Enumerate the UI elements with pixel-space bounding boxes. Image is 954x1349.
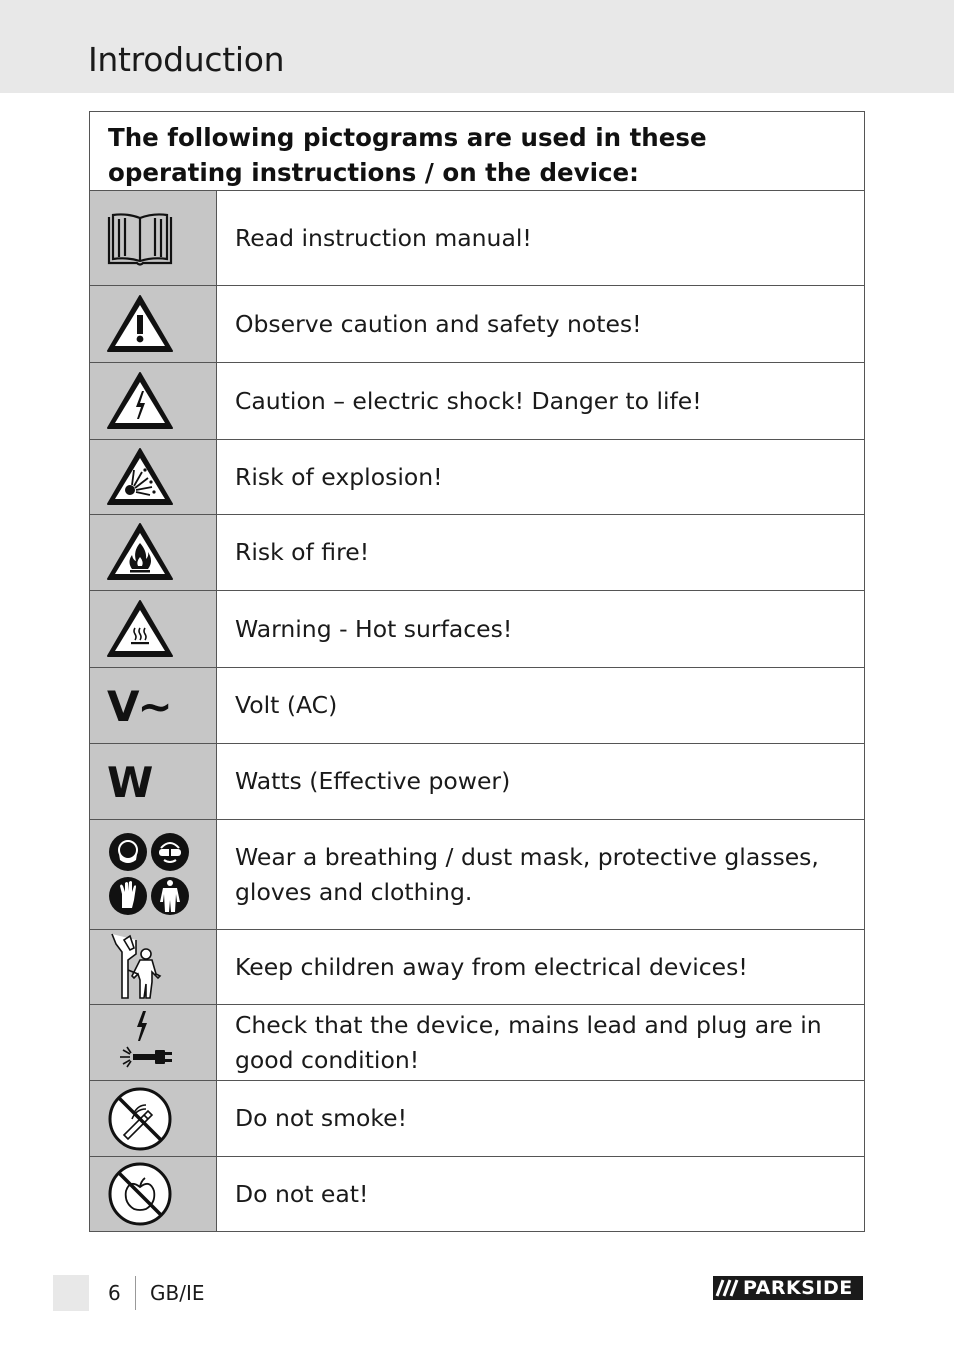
row-text: Caution – electric shock! Danger to life!	[235, 386, 702, 415]
volt-ac-symbol: V~	[107, 682, 171, 731]
icon-cell	[90, 820, 217, 929]
row-text: Check that the device, mains lead and plug are in good condition!	[235, 1010, 822, 1074]
row-text: Read instruction manual!	[235, 223, 532, 252]
table-row	[90, 668, 864, 744]
icon-cell	[90, 744, 217, 819]
protective-clothing-icon	[151, 877, 189, 915]
table-row	[90, 930, 864, 1005]
row-text: Risk of fire!	[235, 538, 370, 566]
no-smoking-icon	[90, 1081, 217, 1157]
keep-children-away-icon	[90, 930, 217, 1005]
protective-glasses-icon	[151, 833, 189, 871]
book-icon	[90, 191, 217, 286]
row-text: Risk of explosion!	[235, 462, 443, 491]
protective-gloves-icon	[109, 877, 147, 915]
icon-cell	[90, 191, 217, 285]
page-number: 6	[108, 1281, 121, 1305]
row-text: Do not eat!	[235, 1179, 369, 1208]
pictogram-table	[89, 111, 865, 1232]
icon-cell	[90, 668, 217, 743]
table-row	[90, 191, 864, 286]
fire-warning-icon	[90, 515, 217, 591]
icon-cell	[90, 286, 217, 362]
icon-cell	[90, 1157, 217, 1231]
table-row	[90, 820, 864, 930]
damaged-plug-icon	[90, 1005, 217, 1081]
icon-cell	[90, 440, 217, 514]
table-row	[90, 440, 864, 515]
explosion-warning-icon	[90, 440, 217, 515]
watts-symbol: W	[107, 758, 154, 807]
icon-cell	[90, 515, 217, 590]
language-code: GB/IE	[150, 1281, 205, 1305]
icon-cell	[90, 1081, 217, 1156]
icon-cell	[90, 1005, 217, 1080]
table-row	[90, 1005, 864, 1081]
row-text: Volt (AC)	[235, 691, 338, 719]
table-row	[90, 1081, 864, 1157]
icon-cell	[90, 591, 217, 667]
table-row	[90, 1157, 864, 1232]
row-text: Warning - Hot surfaces!	[235, 614, 513, 643]
protective-equipment-icons	[90, 820, 217, 930]
dust-mask-icon	[109, 833, 147, 871]
row-text: Watts (Effective power)	[235, 767, 511, 795]
table-row	[90, 363, 864, 440]
table-row	[90, 286, 864, 363]
row-text: Observe caution and safety notes!	[235, 309, 642, 338]
footer-divider	[135, 1276, 136, 1310]
brand-slashes-icon	[713, 1276, 739, 1300]
footer-marker	[53, 1275, 89, 1311]
table-row	[90, 515, 864, 591]
hot-surface-warning-icon	[90, 591, 217, 668]
icon-cell	[90, 363, 217, 439]
row-text: Keep children away from electrical devices!	[235, 952, 748, 981]
electric-shock-warning-icon	[90, 363, 217, 440]
brand-logo	[713, 1276, 863, 1300]
row-text: Wear a breathing / dust mask, protective glasses, gloves and clothing.	[235, 842, 819, 906]
brand-name: PARKSIDE	[743, 1277, 853, 1299]
page-title: Introduction	[88, 40, 285, 79]
row-text: Do not smoke!	[235, 1104, 408, 1132]
table-row	[90, 744, 864, 820]
warning-exclamation-icon	[90, 286, 217, 363]
no-eating-icon	[90, 1157, 217, 1232]
table-heading: The following pictograms are used in these operating instructions / on the device:	[90, 112, 864, 191]
table-row	[90, 591, 864, 668]
icon-cell	[90, 930, 217, 1004]
